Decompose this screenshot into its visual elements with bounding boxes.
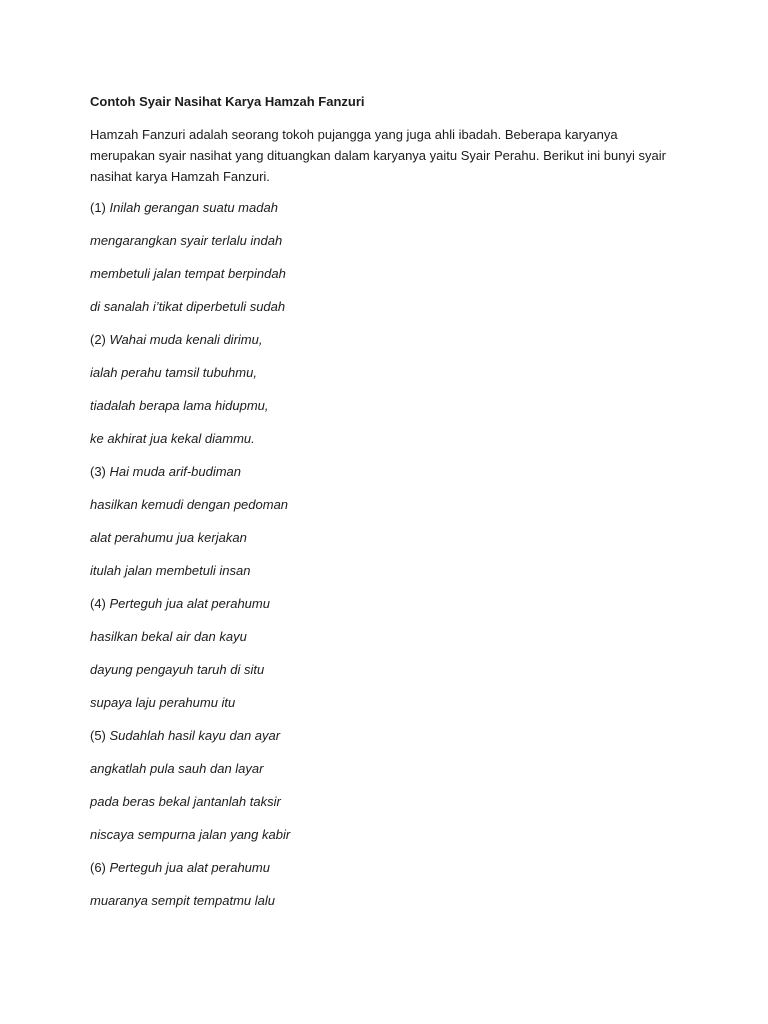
- intro-paragraph: Hamzah Fanzuri adalah seorang tokoh pujangga yang juga ahli ibadah. Beberapa karyanya merupakan syair nasihat yang dituangkan dalam karyanya yaitu Syair Perahu. Berikut ini bunyi syair nasihat karya Hamzah Fanzuri.: [90, 127, 666, 184]
- verse-text: Hai muda arif-budiman: [109, 464, 242, 479]
- verse-text: supaya laju perahumu itu: [90, 695, 236, 710]
- verse-line: [90, 297, 690, 330]
- verse-text: dayung pengayuh taruh di situ: [90, 662, 265, 677]
- verse-line: [90, 264, 690, 297]
- verse-text: Perteguh jua alat perahumu: [109, 596, 270, 611]
- verse-line: [90, 660, 690, 693]
- verse-text: di sanalah i’tikat diperbetuli sudah: [90, 299, 286, 314]
- verse-line: [90, 561, 690, 594]
- verse-text: mengarangkan syair terlalu indah: [90, 233, 283, 248]
- stanza-number: (2): [90, 332, 106, 347]
- verse-line: [90, 726, 690, 759]
- stanza-number: (5): [90, 728, 106, 743]
- verse-text: tiadalah berapa lama hidupmu,: [90, 398, 269, 413]
- verse-line: [90, 792, 690, 825]
- verse-line: [90, 891, 690, 924]
- verse-text: muaranya sempit tempatmu lalu: [90, 893, 275, 908]
- verse-text: pada beras bekal jantanlah taksir: [90, 794, 281, 809]
- document-content: [90, 92, 690, 924]
- verse-line: [90, 330, 690, 363]
- verse-text: Inilah gerangan suatu madah: [109, 200, 278, 215]
- verse-line: [90, 462, 690, 495]
- verse-line: [90, 429, 690, 462]
- stanza-number: (6): [90, 860, 106, 875]
- poem: [90, 198, 690, 924]
- verse-line: [90, 495, 690, 528]
- verse-line: [90, 825, 690, 858]
- verse-text: Perteguh jua alat perahumu: [109, 860, 270, 875]
- stanza-number: (3): [90, 464, 106, 479]
- verse-text: alat perahumu jua kerjakan: [90, 530, 247, 545]
- stanza-number: (1): [90, 200, 106, 215]
- verse-line: [90, 231, 690, 264]
- verse-line: [90, 528, 690, 561]
- verse-line: [90, 198, 690, 231]
- verse-text: ke akhirat jua kekal diammu.: [90, 431, 255, 446]
- verse-text: hasilkan kemudi dengan pedoman: [90, 497, 289, 512]
- verse-line: [90, 858, 690, 891]
- verse-line: [90, 363, 690, 396]
- verse-text: Sudahlah hasil kayu dan ayar: [109, 728, 281, 743]
- stanza-number: (4): [90, 596, 106, 611]
- verse-text: angkatlah pula sauh dan layar: [90, 761, 264, 776]
- verse-text: Wahai muda kenali dirimu,: [109, 332, 263, 347]
- verse-line: [90, 693, 690, 726]
- verse-line: [90, 627, 690, 660]
- verse-text: itulah jalan membetuli insan: [90, 563, 251, 578]
- verse-text: ialah perahu tamsil tubuhmu,: [90, 365, 257, 380]
- verse-line: [90, 759, 690, 792]
- verse-text: niscaya sempurna jalan yang kabir: [90, 827, 291, 842]
- verse-line: [90, 396, 690, 429]
- document-title: Contoh Syair Nasihat Karya Hamzah Fanzuri: [90, 94, 365, 109]
- verse-text: membetuli jalan tempat berpindah: [90, 266, 286, 281]
- verse-line: [90, 594, 690, 627]
- verse-text: hasilkan bekal air dan kayu: [90, 629, 247, 644]
